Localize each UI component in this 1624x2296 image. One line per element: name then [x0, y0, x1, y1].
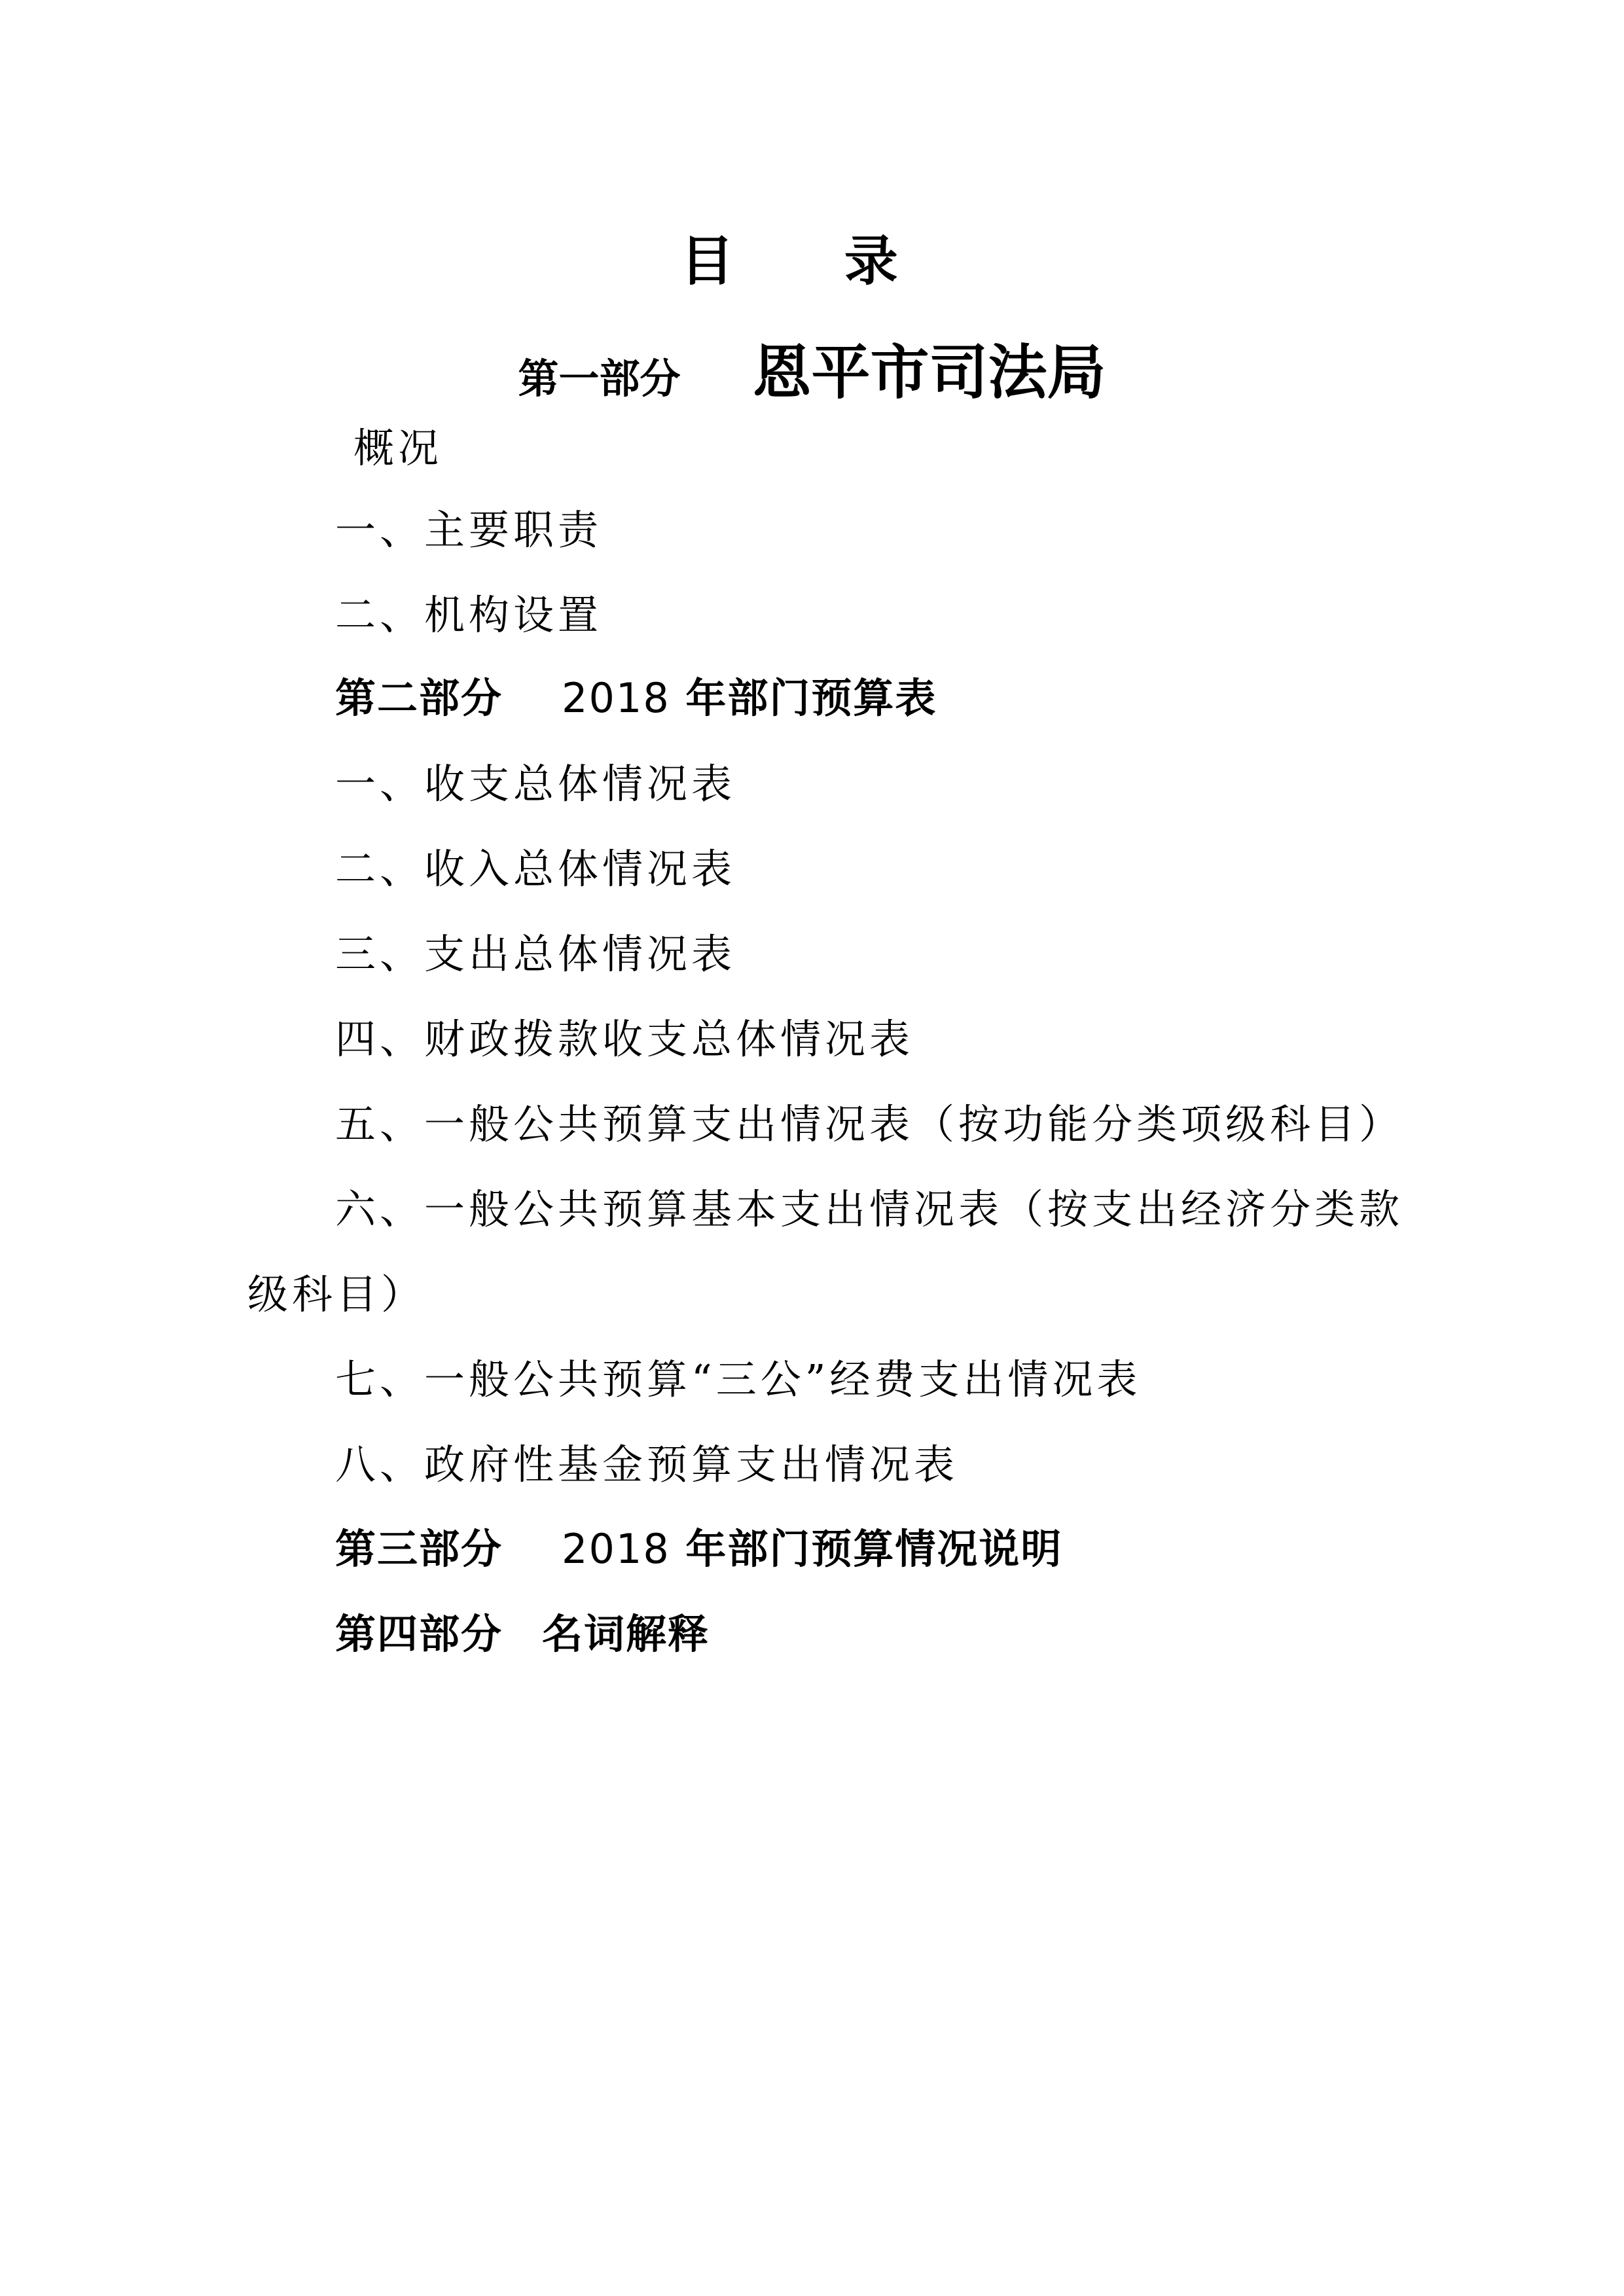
- toc-item: 五、一般公共预算支出情况表（按功能分类项级科目）: [335, 1100, 1404, 1148]
- toc-item: 七、一般公共预算“三公”经费支出情况表: [335, 1355, 1142, 1403]
- toc-item: 三、支出总体情况表: [335, 930, 736, 978]
- toc-item-continued: 级科目）: [247, 1270, 426, 1318]
- part1-label: 第一部分: [518, 355, 681, 403]
- toc-item: 一、收支总体情况表: [335, 760, 736, 808]
- part4-heading: [335, 1605, 710, 1664]
- part1-heading: [0, 331, 1624, 432]
- overview-heading: 概况: [353, 424, 443, 472]
- part3-label: 第三部分: [335, 1525, 503, 1573]
- toc-item: 一、主要职责: [335, 506, 603, 554]
- toc-item: 二、机构设置: [335, 591, 603, 639]
- toc-item: 二、收入总体情况表: [335, 845, 736, 893]
- part4-label: 第四部分: [335, 1610, 503, 1658]
- part3-heading: [335, 1520, 1062, 1579]
- part3-text: 年部门预算情况说明: [685, 1525, 1063, 1573]
- toc-item: 六、一般公共预算基本支出情况表（按支出经济分类款: [335, 1185, 1404, 1233]
- toc-item: 八、政府性基金预算支出情况表: [335, 1441, 959, 1488]
- part1-org-name: 恩平市司法局: [752, 338, 1106, 407]
- part2-year: 2018: [562, 674, 670, 722]
- toc-item: 四、财政拨款收支总体情况表: [335, 1015, 914, 1063]
- part2-label: 第二部分: [335, 674, 503, 722]
- part2-heading: [335, 669, 937, 728]
- part2-text: 年部门预算表: [685, 674, 937, 722]
- page-title: 目 录: [680, 230, 944, 293]
- part4-text: 名词解释: [542, 1610, 710, 1658]
- part3-year: 2018: [562, 1525, 670, 1573]
